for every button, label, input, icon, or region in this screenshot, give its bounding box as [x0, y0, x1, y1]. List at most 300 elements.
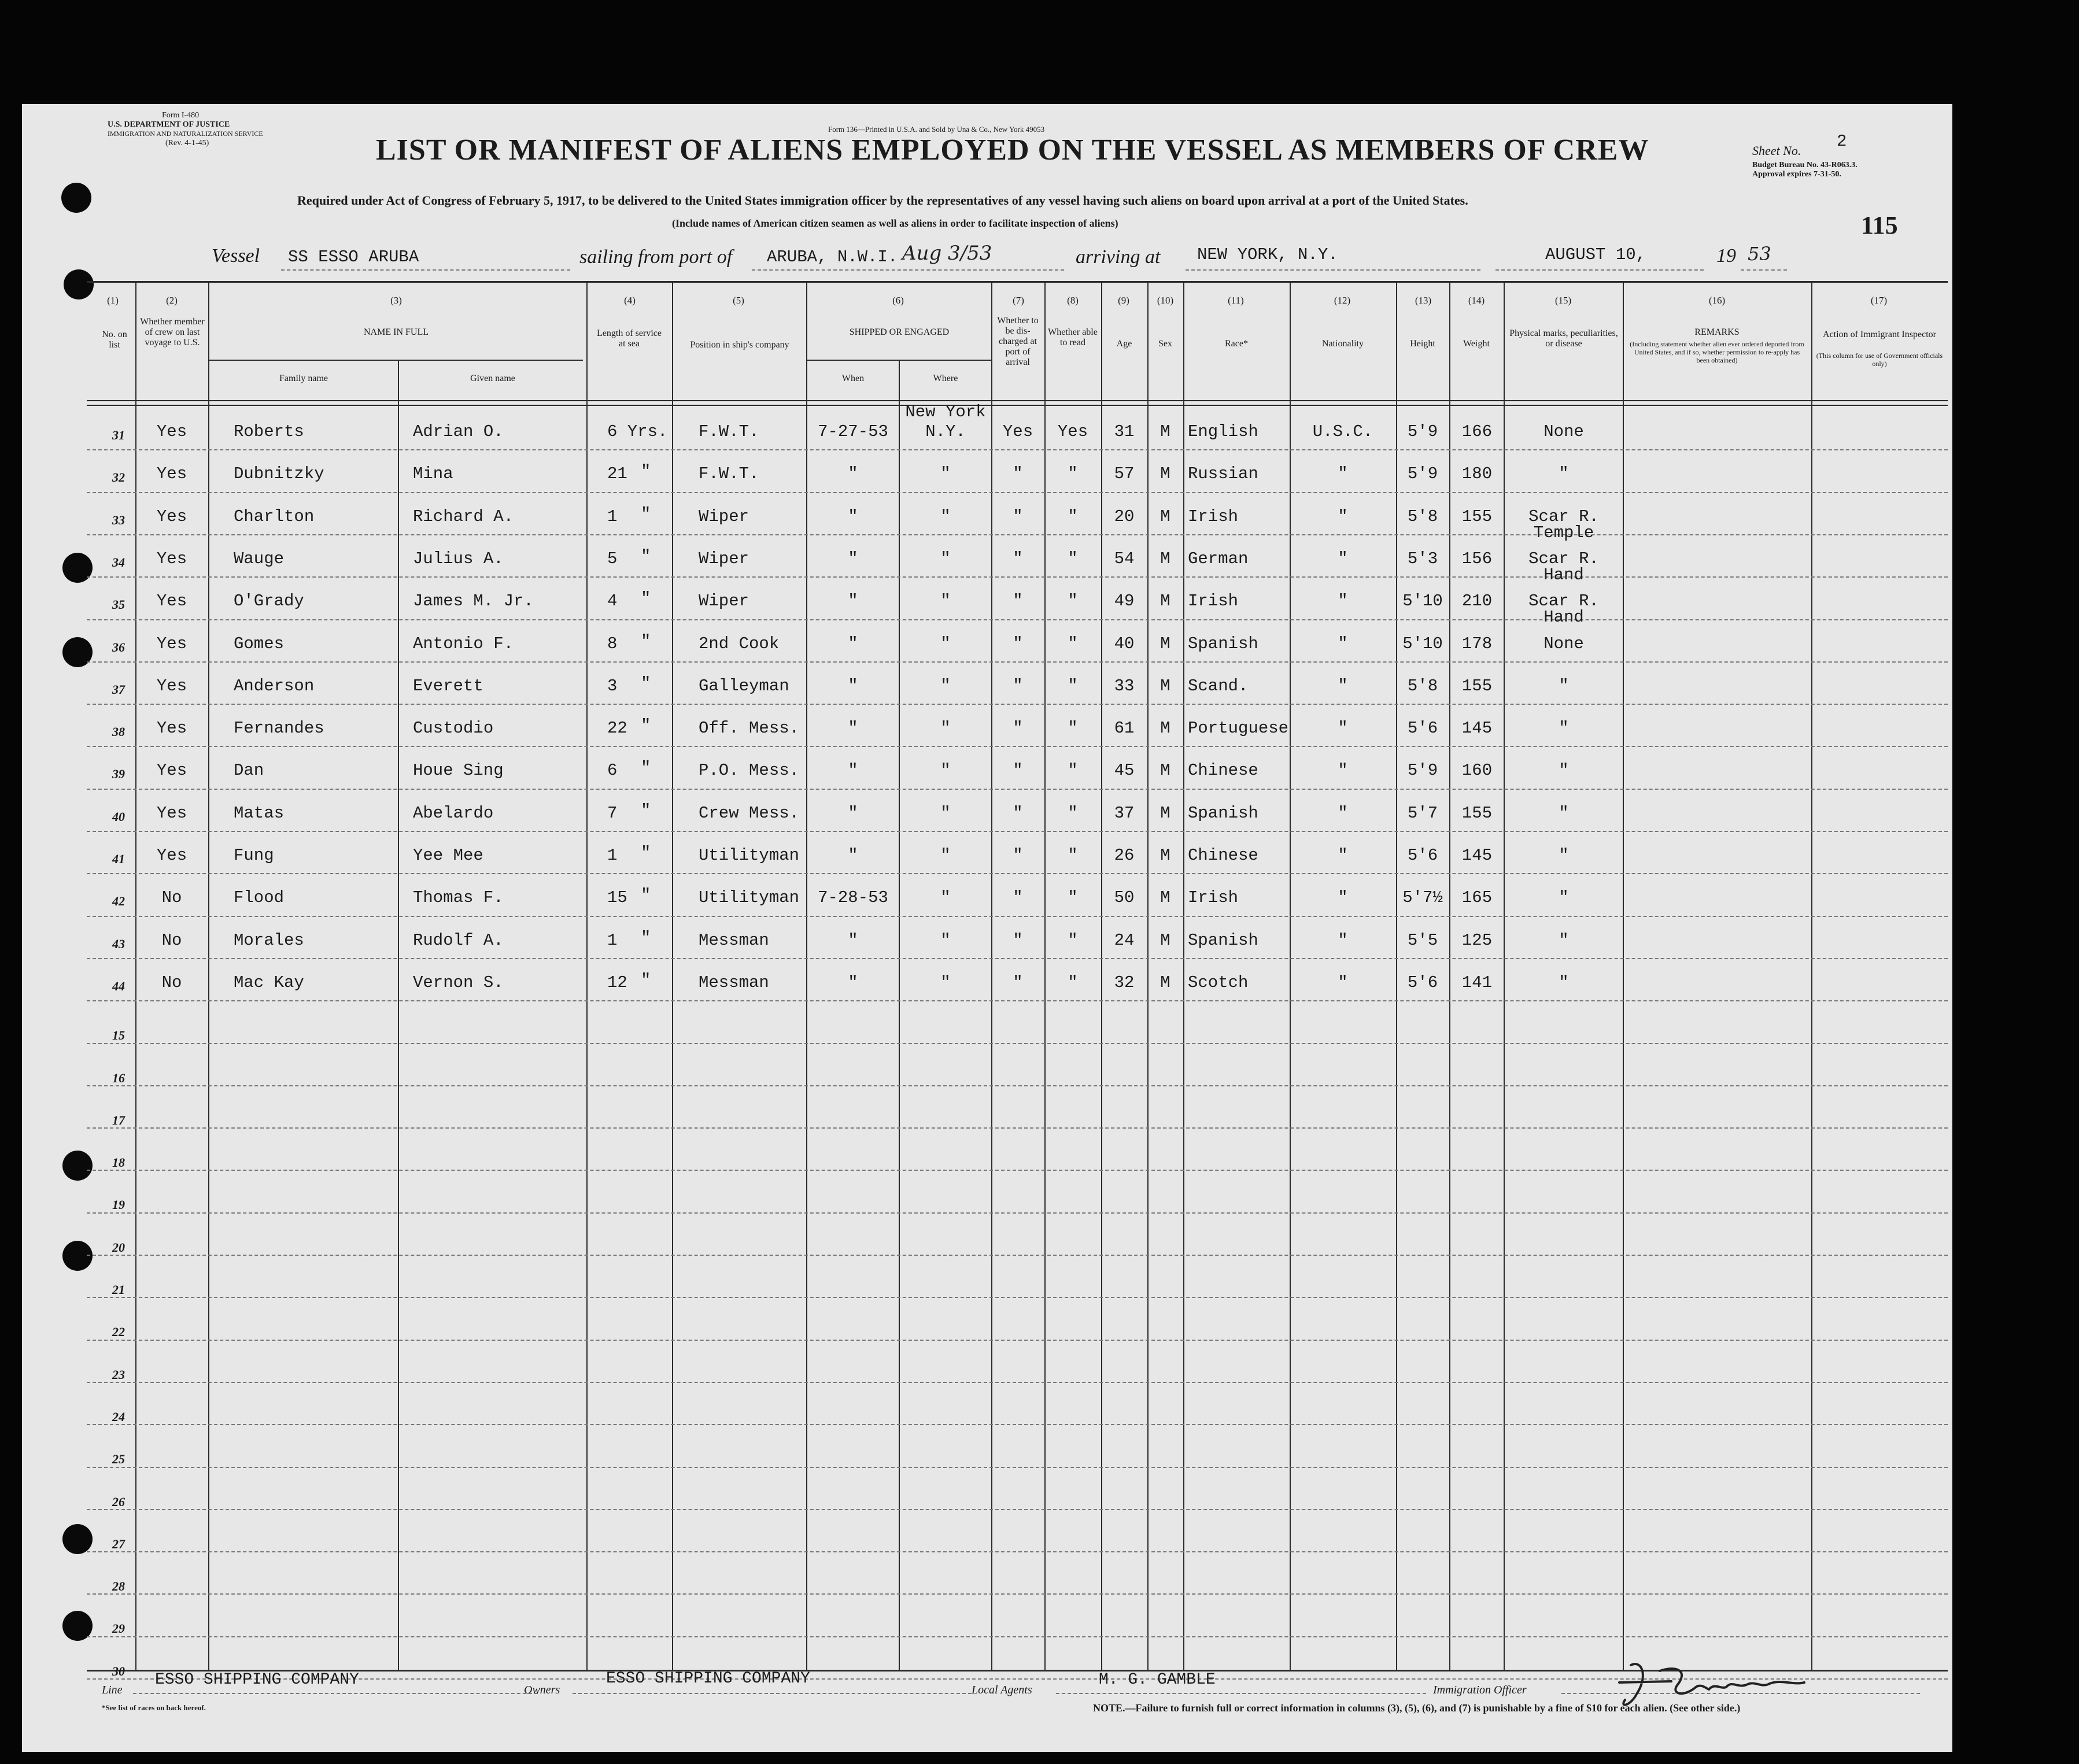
- marks-cell: ": [1559, 931, 1569, 950]
- punch-hole: [62, 553, 93, 583]
- weight-cell: 156: [1461, 549, 1493, 568]
- col-number: (15): [1554, 295, 1572, 306]
- discharged-cell: ": [1013, 719, 1023, 738]
- position-cell: F.W.T.: [699, 422, 759, 441]
- discharged-cell: ": [1013, 634, 1023, 653]
- subtitle: Required under Act of Congress of February 5, 1917, to be delivered to the United States immigration officer by the representatives of any vessel having such aliens on board upon arrival at a port of the United States.: [297, 193, 1468, 208]
- header-where: Where: [933, 373, 958, 383]
- family-name-cell: Anderson: [234, 676, 315, 696]
- age-cell: 26: [1114, 846, 1135, 865]
- position-cell: Wiper: [699, 507, 749, 526]
- given-name-cell: Antonio F.: [413, 634, 514, 653]
- marks-cell: ": [1559, 973, 1569, 992]
- marks-cell: ": [1559, 804, 1569, 823]
- row-number: 37: [112, 682, 125, 697]
- row-number: 38: [112, 724, 125, 739]
- sex-cell: M: [1160, 888, 1170, 907]
- col-number: (10): [1157, 295, 1174, 306]
- discharged-cell: ": [1013, 846, 1023, 865]
- row-rule: [87, 1255, 1948, 1256]
- length-cell: 4: [607, 591, 618, 611]
- row-number: 39: [112, 767, 125, 781]
- weight-cell: 180: [1461, 464, 1493, 483]
- read-cell: ": [1068, 761, 1078, 780]
- sex-cell: M: [1160, 804, 1170, 823]
- row-number: 23: [112, 1367, 125, 1382]
- marks-cell: ": [1559, 846, 1569, 865]
- row-rule: [87, 1212, 1948, 1214]
- sailing-label: sailing from port of: [579, 246, 733, 268]
- position-cell: P.O. Mess.: [699, 761, 800, 780]
- punch-hole: [62, 1151, 93, 1181]
- row-number: 29: [112, 1621, 125, 1636]
- arrival-date: AUGUST 10,: [1545, 245, 1646, 264]
- where-cell: ": [940, 804, 951, 823]
- row-rule: [87, 492, 1948, 493]
- row-number: 33: [112, 513, 125, 527]
- discharged-cell: ": [1013, 464, 1023, 483]
- read-cell: ": [1068, 931, 1078, 950]
- revision: (Rev. 4-1-45): [165, 139, 209, 147]
- length-cell: 7: [607, 804, 618, 823]
- row-number: 30: [112, 1664, 125, 1678]
- row-rule: [87, 1467, 1948, 1468]
- row-rule: [87, 1000, 1948, 1001]
- line-underline: [133, 1693, 538, 1694]
- race-cell: Spanish: [1188, 804, 1258, 823]
- row-rule: [87, 619, 1948, 620]
- line-value: ESSO SHIPPING COMPANY: [155, 1671, 359, 1689]
- position-cell: Wiper: [699, 591, 749, 611]
- port-name: ARUBA, N.W.I.: [767, 247, 898, 267]
- sex-cell: M: [1160, 719, 1170, 738]
- weight-cell: 178: [1461, 634, 1493, 653]
- col-divider: [1623, 281, 1624, 1670]
- weight-cell: 125: [1461, 931, 1493, 950]
- nationality-cell: ": [1338, 804, 1348, 823]
- family-name-cell: Roberts: [234, 422, 304, 441]
- height-cell: 5'8: [1407, 676, 1438, 696]
- family-name-cell: Dubnitzky: [234, 464, 324, 483]
- header-name: NAME IN FULL: [364, 327, 429, 337]
- col-divider: [208, 281, 209, 1670]
- nationality-cell: ": [1338, 761, 1348, 780]
- punch-hole: [62, 637, 93, 667]
- sex-cell: M: [1160, 846, 1170, 865]
- sex-cell: M: [1160, 507, 1170, 526]
- agents-label: Local Agents: [972, 1684, 1032, 1696]
- marks-cell: Scar R.: [1528, 549, 1599, 568]
- where-cell: ": [940, 634, 951, 653]
- row-number: 32: [112, 470, 125, 485]
- discharged-cell: ": [1013, 931, 1023, 950]
- header-race: Race*: [1225, 339, 1248, 349]
- nationality-cell: ": [1338, 676, 1348, 696]
- age-cell: 50: [1114, 888, 1135, 907]
- length-cell: 1: [607, 507, 618, 526]
- given-name-cell: Everett: [413, 676, 483, 696]
- header-action: Action of Immigrant Inspector: [1823, 330, 1936, 339]
- height-cell: 5'3: [1407, 549, 1438, 568]
- family-name-cell: Morales: [234, 931, 304, 950]
- row-rule: [87, 1127, 1948, 1129]
- header-height: Height: [1410, 339, 1435, 349]
- row-rule: [87, 1382, 1948, 1383]
- nationality-cell: ": [1338, 719, 1348, 738]
- weight-cell: 145: [1461, 719, 1493, 738]
- length-cell: 6: [607, 761, 618, 780]
- row-number: 15: [112, 1028, 125, 1042]
- owners-underline: [573, 1693, 972, 1694]
- discharged-cell: ": [1013, 888, 1023, 907]
- col-divider: [1811, 281, 1812, 1670]
- races-note: *See list of races on back hereof.: [102, 1703, 206, 1712]
- row-rule: [87, 449, 1948, 450]
- member-cell: No: [161, 931, 182, 950]
- marks-cell: ": [1559, 464, 1569, 483]
- discharged-cell: ": [1013, 507, 1023, 526]
- col-number: (4): [624, 295, 636, 306]
- age-cell: 24: [1114, 931, 1135, 950]
- read-cell: ": [1068, 888, 1078, 907]
- family-name-cell: Wauge: [234, 549, 285, 568]
- department: U.S. DEPARTMENT OF JUSTICE: [108, 120, 230, 129]
- where-cell: ": [940, 464, 951, 483]
- age-cell: 57: [1114, 464, 1135, 483]
- sex-cell: M: [1160, 422, 1170, 441]
- budget-bureau: Budget Bureau No. 43-R063.3.: [1752, 161, 1858, 169]
- length-ditto: ": [641, 886, 651, 905]
- marks-cell: Scar R.: [1528, 591, 1599, 611]
- row-rule: [87, 1424, 1948, 1425]
- height-cell: 5'9: [1407, 464, 1438, 483]
- sheet-number: 2: [1837, 132, 1847, 151]
- row-rule: [87, 916, 1948, 917]
- nationality-cell: ": [1338, 591, 1348, 611]
- row-number: 22: [112, 1325, 125, 1339]
- race-cell: Scotch: [1188, 973, 1249, 992]
- height-cell: 5'6: [1407, 846, 1438, 865]
- age-cell: 40: [1114, 634, 1135, 653]
- nationality-cell: U.S.C.: [1312, 422, 1373, 441]
- family-name-cell: Mac Kay: [234, 973, 304, 992]
- race-cell: Irish: [1188, 591, 1239, 611]
- age-cell: 31: [1114, 422, 1135, 441]
- when-cell: ": [848, 846, 858, 865]
- race-cell: Irish: [1188, 888, 1239, 907]
- nationality-cell: ": [1338, 888, 1348, 907]
- sex-cell: M: [1160, 464, 1170, 483]
- row-rule: [87, 661, 1948, 663]
- col-number: (1): [107, 295, 119, 306]
- race-cell: Portuguese: [1188, 719, 1289, 738]
- member-cell: Yes: [156, 507, 187, 526]
- header-age: Age: [1116, 339, 1132, 349]
- position-cell: Wiper: [699, 549, 749, 568]
- where-cell: ": [940, 507, 951, 526]
- nationality-cell: ": [1338, 549, 1348, 568]
- col-number: (6): [892, 295, 904, 306]
- row-number: 36: [112, 640, 125, 654]
- year-prefix: 19: [1716, 245, 1736, 267]
- where-cell: N.Y.: [925, 422, 966, 441]
- marks-cell: ": [1559, 676, 1569, 696]
- given-name-cell: James M. Jr.: [413, 591, 534, 611]
- age-cell: 61: [1114, 719, 1135, 738]
- where-cell: ": [940, 761, 951, 780]
- where-cell: ": [940, 931, 951, 950]
- col-number: (9): [1118, 295, 1129, 306]
- page-number: 115: [1861, 211, 1898, 239]
- punch-hole: [62, 1241, 93, 1271]
- header-given-name: Given name: [470, 373, 515, 383]
- header-physical-marks: Physical marks, peculiarities, or disease: [1509, 328, 1618, 349]
- col-number: (13): [1415, 295, 1432, 306]
- when-cell: ": [848, 676, 858, 696]
- read-cell: ": [1068, 464, 1078, 483]
- header-remarks-note: (Including statement whether alien ever ordered deported from United States, and if so, whether permission to re-apply has been obtained): [1630, 340, 1804, 364]
- row-rule: [87, 1551, 1948, 1552]
- discharged-cell: ": [1013, 549, 1023, 568]
- member-cell: Yes: [156, 804, 187, 823]
- length-ditto: ": [641, 462, 651, 481]
- member-cell: No: [161, 888, 182, 907]
- weight-cell: 160: [1461, 761, 1493, 780]
- member-cell: Yes: [156, 422, 187, 441]
- family-name-cell: Fernandes: [234, 719, 324, 738]
- officer-label: Immigration Officer: [1433, 1684, 1527, 1696]
- length-ditto: ": [641, 716, 651, 735]
- year-underline: [1741, 269, 1787, 271]
- race-cell: Scand.: [1188, 676, 1249, 696]
- given-name-cell: Custodio: [413, 719, 494, 738]
- family-name-cell: Dan: [234, 761, 264, 780]
- length-cell: 21: [607, 464, 627, 483]
- when-cell: 7-28-53: [818, 888, 888, 907]
- when-cell: ": [848, 634, 858, 653]
- height-cell: 5'9: [1407, 761, 1438, 780]
- given-name-cell: Julius A.: [413, 549, 504, 568]
- nationality-cell: ": [1338, 973, 1348, 992]
- read-cell: ": [1068, 591, 1078, 611]
- given-name-cell: Mina: [413, 464, 453, 483]
- length-ditto: ": [641, 505, 651, 524]
- where-cell: ": [940, 846, 951, 865]
- weight-cell: 166: [1461, 422, 1493, 441]
- length-ditto: ": [641, 674, 651, 693]
- family-name-cell: Gomes: [234, 634, 285, 653]
- vessel-underline: [281, 269, 570, 271]
- year-value: 53: [1748, 243, 1771, 265]
- height-cell: 5'8: [1407, 507, 1438, 526]
- marks-cell: ": [1559, 719, 1569, 738]
- row-rule: [87, 1509, 1948, 1510]
- when-cell: ": [848, 761, 858, 780]
- punch-hole: [64, 269, 94, 299]
- age-cell: 45: [1114, 761, 1135, 780]
- member-cell: No: [161, 973, 182, 992]
- when-cell: 7-27-53: [818, 422, 888, 441]
- when-cell: ": [848, 804, 858, 823]
- length-ditto: ": [641, 801, 651, 820]
- where-cell: ": [940, 549, 951, 568]
- given-name-cell: Adrian O.: [413, 422, 504, 441]
- position-cell: F.W.T.: [699, 464, 759, 483]
- position-cell: Messman: [699, 973, 769, 992]
- when-cell: ": [848, 549, 858, 568]
- row-rule: [87, 576, 1948, 578]
- arriving-label: arriving at: [1076, 246, 1161, 268]
- height-cell: 5'6: [1407, 719, 1438, 738]
- vessel-label: Vessel: [212, 245, 260, 267]
- row-number: 20: [112, 1240, 125, 1255]
- row-number: 34: [112, 555, 125, 569]
- length-cell: 1: [607, 846, 618, 865]
- service: IMMIGRATION AND NATURALIZATION SERVICE: [108, 130, 263, 138]
- col-number: (14): [1468, 295, 1485, 306]
- length-cell: 6 Yrs.: [607, 422, 668, 441]
- marks-cell: ": [1559, 761, 1569, 780]
- position-cell: Off. Mess.: [699, 719, 800, 738]
- punch-hole: [62, 1524, 93, 1554]
- arrival-underline: [1186, 269, 1480, 271]
- header-bottom-rule: [87, 400, 1948, 401]
- page-title: LIST OR MANIFEST OF ALIENS EMPLOYED ON THE VESSEL AS MEMBERS OF CREW: [376, 134, 1649, 167]
- weight-cell: 155: [1461, 507, 1493, 526]
- race-cell: Irish: [1188, 507, 1239, 526]
- header-no-on-list: No. on list: [102, 330, 127, 350]
- marks-cell: ": [1559, 888, 1569, 907]
- read-cell: ": [1068, 719, 1078, 738]
- row-rule: [87, 958, 1948, 959]
- family-name-cell: Fung: [234, 846, 274, 865]
- sex-cell: M: [1160, 761, 1170, 780]
- when-cell: ": [848, 973, 858, 992]
- arrival-port: NEW YORK, N.Y.: [1197, 245, 1338, 264]
- header-sex: Sex: [1158, 339, 1172, 349]
- agents-value: M. G. GAMBLE: [1099, 1671, 1216, 1689]
- row-number: 28: [112, 1579, 125, 1593]
- weight-cell: 141: [1461, 973, 1493, 992]
- length-cell: 5: [607, 549, 618, 568]
- col-number: (3): [390, 295, 402, 306]
- member-cell: Yes: [156, 549, 187, 568]
- row-rule: [87, 1085, 1948, 1086]
- row-rule: [87, 873, 1948, 874]
- race-cell: Spanish: [1188, 634, 1258, 653]
- row-rule: [87, 1043, 1948, 1044]
- row-rule: [87, 1340, 1948, 1341]
- date-underline: [1495, 269, 1704, 271]
- weight-cell: 155: [1461, 804, 1493, 823]
- row-number: 43: [112, 937, 125, 951]
- agents-underline: [1056, 1693, 1426, 1694]
- height-cell: 5'6: [1407, 973, 1438, 992]
- age-cell: 49: [1114, 591, 1135, 611]
- length-cell: 1: [607, 931, 618, 950]
- read-cell: ": [1068, 676, 1078, 696]
- col-divider: [1183, 281, 1184, 1670]
- row-number: 44: [112, 979, 125, 993]
- member-cell: Yes: [156, 719, 187, 738]
- weight-cell: 165: [1461, 888, 1493, 907]
- header-when: When: [841, 373, 865, 383]
- member-cell: Yes: [156, 591, 187, 611]
- col-number: (16): [1708, 295, 1726, 306]
- col-number: (5): [733, 295, 744, 306]
- marks-cell-line2: Temple: [1533, 523, 1594, 542]
- family-name-cell: Matas: [234, 804, 285, 823]
- where-cell: ": [940, 676, 951, 696]
- length-ditto: ": [641, 589, 651, 608]
- name-subheader-rule: [209, 360, 583, 361]
- marks-cell: None: [1543, 634, 1584, 653]
- line-label: Line: [102, 1684, 123, 1696]
- age-cell: 32: [1114, 973, 1135, 992]
- header-weight: Weight: [1463, 339, 1490, 349]
- row-number: 35: [112, 597, 125, 612]
- handwritten-date: Aug 3/53: [902, 242, 992, 265]
- row-number: 21: [112, 1282, 125, 1297]
- length-ditto: ": [641, 632, 651, 651]
- length-ditto: ": [641, 844, 651, 863]
- col-number: (12): [1334, 295, 1351, 306]
- sex-cell: M: [1160, 973, 1170, 992]
- discharged-cell: ": [1013, 591, 1023, 611]
- where-cell-top: New York: [905, 402, 986, 421]
- col-divider: [586, 281, 588, 1670]
- member-cell: Yes: [156, 464, 187, 483]
- col-number: (7): [1013, 295, 1024, 306]
- read-cell: ": [1068, 507, 1078, 526]
- form-id: Form I-480: [162, 111, 200, 120]
- when-cell: ": [848, 507, 858, 526]
- position-cell: Crew Mess.: [699, 804, 800, 823]
- read-cell: Yes: [1057, 422, 1088, 441]
- row-rule: [87, 1636, 1948, 1637]
- sheet-label: Sheet No.: [1752, 143, 1801, 158]
- read-cell: ": [1068, 846, 1078, 865]
- header-member: Whether member of crew on last voyage to U.S.: [140, 317, 205, 347]
- length-ditto: ": [641, 971, 651, 990]
- when-cell: ": [848, 719, 858, 738]
- given-name-cell: Richard A.: [413, 507, 514, 526]
- height-cell: 5'5: [1407, 931, 1438, 950]
- sex-cell: M: [1160, 676, 1170, 696]
- marks-cell: None: [1543, 422, 1584, 441]
- weight-cell: 145: [1461, 846, 1493, 865]
- approval: Approval expires 7-31-50.: [1752, 170, 1841, 179]
- row-number: 27: [112, 1537, 125, 1551]
- row-number: 16: [112, 1071, 125, 1085]
- race-cell: German: [1188, 549, 1249, 568]
- age-cell: 33: [1114, 676, 1135, 696]
- family-name-cell: Flood: [234, 888, 285, 907]
- height-cell: 5'9: [1407, 422, 1438, 441]
- length-ditto: ": [641, 547, 651, 566]
- height-cell: 5'7½: [1402, 888, 1443, 907]
- length-ditto: ": [641, 759, 651, 778]
- printer-line: Form 136—Printed in U.S.A. and Sold by Una & Co., New York 49053: [828, 125, 1045, 134]
- where-cell: ": [940, 591, 951, 611]
- col-number: (11): [1228, 295, 1244, 306]
- header-discharged: Whether to be dis-charged at port of arrival: [997, 316, 1039, 367]
- header-remarks: REMARKS: [1694, 327, 1740, 337]
- nationality-cell: ": [1338, 507, 1348, 526]
- row-number: 19: [112, 1197, 125, 1212]
- length-cell: 3: [607, 676, 618, 696]
- row-number: 25: [112, 1452, 125, 1466]
